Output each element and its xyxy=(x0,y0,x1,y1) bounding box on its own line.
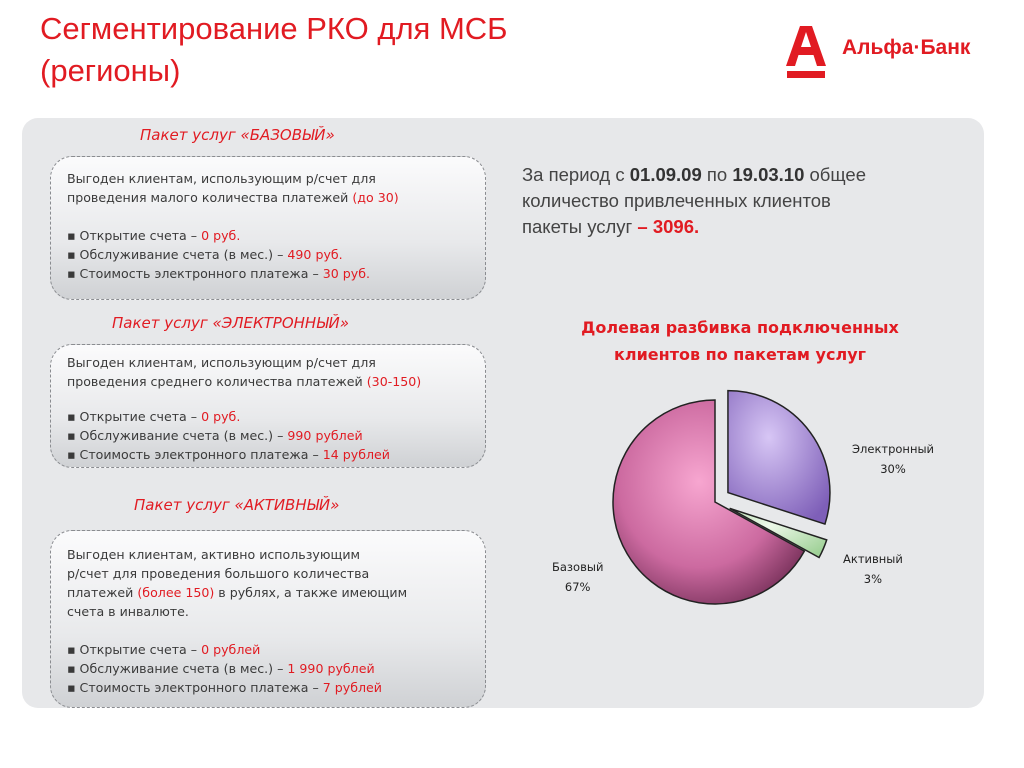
pie-label-active: Активный 3% xyxy=(843,552,903,586)
package-item: ▪ Стоимость электронного платежа – 14 рублей xyxy=(67,447,390,462)
period-summary xyxy=(522,162,962,240)
package-desc-line: Выгоден клиентам, использующим р/счет для xyxy=(67,355,376,370)
package-active-title: Пакет услуг «АКТИВНЫЙ» xyxy=(134,496,340,514)
package-desc-line: проведения среднего количества платежей (30-150) xyxy=(67,374,422,389)
package-active-card xyxy=(50,530,486,708)
package-item: ▪ Стоимость электронного платежа – 30 руб. xyxy=(67,266,371,281)
package-desc-line: р/счет для проведения большого количества xyxy=(67,566,370,581)
summary-line3: пакеты услуг – 3096. xyxy=(522,216,700,237)
chart-title: Долевая разбивка подключенных клиентов по пакетам услуг xyxy=(581,318,899,364)
alfa-bank-logo xyxy=(786,24,996,84)
pie-chart xyxy=(600,380,840,620)
pie-label-basic: Базовый 67% xyxy=(552,560,604,594)
page-title-line2: (регионы) xyxy=(40,53,181,88)
package-item: ▪ Обслуживание счета (в мес.) – 490 руб. xyxy=(67,247,343,262)
package-electronic-card xyxy=(50,344,486,468)
package-basic-title: Пакет услуг «БАЗОВЫЙ» xyxy=(140,126,335,144)
package-item: ▪ Стоимость электронного платежа – 7 рублей xyxy=(67,680,382,695)
summary-line1: За период с 01.09.09 по 19.03.10 общее xyxy=(522,164,866,185)
summary-line2: количество привлеченных клиентов xyxy=(522,190,831,211)
package-basic-card xyxy=(50,156,486,300)
package-desc-line: Выгоден клиентам, использующим р/счет для xyxy=(67,171,376,186)
total-clients: – 3096. xyxy=(637,216,700,237)
package-item: ▪ Открытие счета – 0 руб. xyxy=(67,228,241,243)
page-title-line1: Сегментирование РКО для МСБ xyxy=(40,11,508,46)
page-title xyxy=(40,8,508,92)
pie-slice-Электронный xyxy=(728,391,830,525)
package-item: ▪ Обслуживание счета (в мес.) – 990 рублей xyxy=(67,428,363,443)
package-desc-line: счета в инвалюте. xyxy=(67,604,189,619)
package-item: ▪ Обслуживание счета (в мес.) – 1 990 рублей xyxy=(67,661,375,676)
package-item: ▪ Открытие счета – 0 руб. xyxy=(67,409,241,424)
package-desc-line: платежей (более 150) в рублях, а также имеющим xyxy=(67,585,408,600)
logo-text: Альфа·Банк xyxy=(842,36,971,59)
package-item: ▪ Открытие счета – 0 рублей xyxy=(67,642,261,657)
pie-label-electronic: Электронный 30% xyxy=(852,442,935,476)
package-desc-line: Выгоден клиентам, активно использующим xyxy=(67,547,361,562)
alfa-a-icon xyxy=(786,24,826,80)
package-electronic-title: Пакет услуг «ЭЛЕКТРОННЫЙ» xyxy=(112,314,349,332)
package-desc-line: проведения малого количества платежей (до 30) xyxy=(67,190,399,205)
